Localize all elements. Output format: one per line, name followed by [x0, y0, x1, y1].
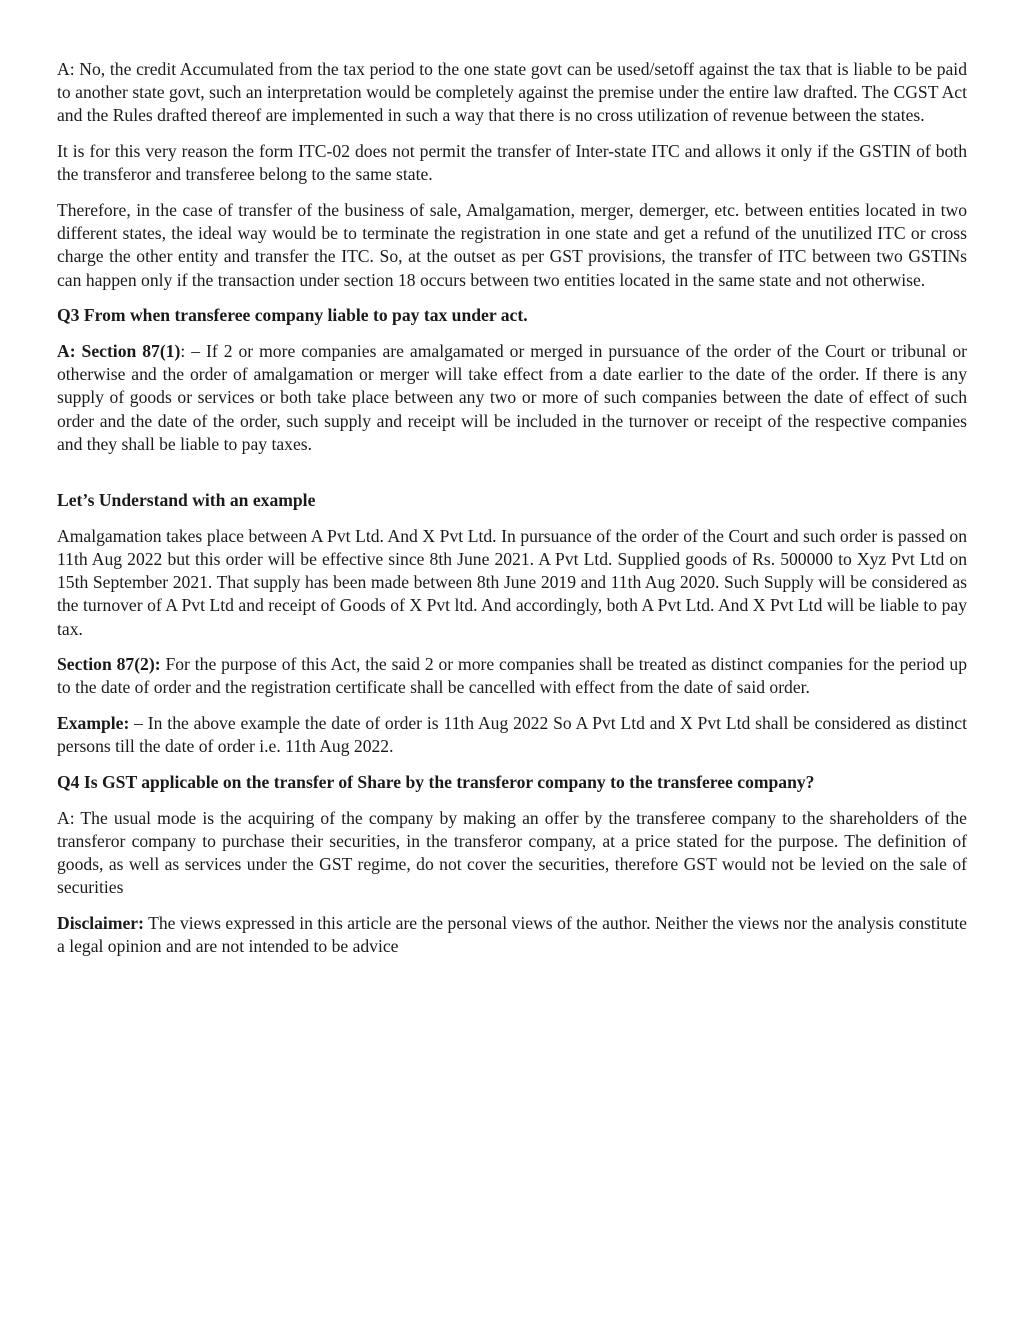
- section-87-1-text: : – If 2 or more companies are amalgamated or merged in pursuance of the order of the Court or tribunal or otherwise and the order of amalgamation or merger will take effect from a date earlier to the date of the order. If there is any supply of goods or services or both take place between any two or more of such companies between the date of effect of such order and the date of the order, such supply and receipt will be included in the turnover or receipt of the respective companies and they shall be liable to pay taxes.: [57, 341, 967, 454]
- example-paragraph: Amalgamation takes place between A Pvt Ltd. And X Pvt Ltd. In pursuance of the order of the Court and such order is passed on 11th Aug 2022 but this order will be effective since 8th June 2021. A Pvt Ltd. Supplied goods of Rs. 500000 to Xyz Pvt Ltd on 15th September 2021. That supply has been made between 8th June 2019 and 11th Aug 2020. Such Supply will be considered as the turnover of A Pvt Ltd and receipt of Goods of X Pvt ltd. And accordingly, both A Pvt Ltd. And X Pvt Ltd will be liable to pay tax.: [57, 525, 967, 639]
- section-87-2-paragraph: [57, 653, 967, 699]
- section-87-1-label: A: Section 87(1): [57, 341, 181, 362]
- example-2-label: Example:: [57, 713, 130, 734]
- paragraph-itc-02: It is for this very reason the form ITC-02 does not permit the transfer of Inter-state ITC and allows it only if the GSTIN of both the transferor and transferee belong to the same state.: [57, 141, 967, 185]
- disclaimer-paragraph: [57, 912, 967, 958]
- document-page: [57, 58, 967, 959]
- answer-section-87-1: [57, 340, 967, 456]
- paragraph-transfer-business: Therefore, in the case of transfer of the business of sale, Amalgamation, merger, demerger, etc. between entities located in two different states, the ideal way would be to terminate the registration in one state and get a refund of the unutilized ITC or cross charge the other entity and transfer the ITC. So, at the outset as per GST provisions, the transfer of ITC between two GSTINs can happen only if the transaction under section 18 occurs between two entities located in the same state and not otherwise.: [57, 200, 967, 290]
- disclaimer-text: The views expressed in this article are the personal views of the author. Neither the views nor the analysis constitute a legal opinion and are not intended to be advice: [57, 913, 967, 957]
- answer-paragraph-credit: A: No, the credit Accumulated from the tax period to the one state govt can be used/setoff against the tax that is liable to be paid to another state govt, such an interpretation would be completely against the premise under the entire law drafted. The CGST Act and the Rules drafted thereof are implemented in such a way that there is no cross utilization of revenue between the states.: [57, 59, 967, 126]
- example-2-paragraph: [57, 712, 967, 758]
- section-87-2-label: Section 87(2):: [57, 654, 161, 675]
- question-3-heading: Q3 From when transferee company liable to pay tax under act.: [57, 305, 528, 326]
- section-87-2-text: For the purpose of this Act, the said 2 or more companies shall be treated as distinct companies for the period up to the date of order and the registration certificate shall be cancelled with effect from the date of said order.: [57, 654, 967, 698]
- example-2-text: – In the above example the date of order is 11th Aug 2022 So A Pvt Ltd and X Pvt Ltd shall be considered as distinct persons till the date of order i.e. 11th Aug 2022.: [57, 713, 967, 757]
- example-heading: Let’s Understand with an example: [57, 490, 316, 511]
- answer-4-paragraph: A: The usual mode is the acquiring of the company by making an offer by the transferee company to the shareholders of the transferor company to purchase their securities, in the transferor company, at a price stated for the purpose. The definition of goods, as well as services under the GST regime, do not cover the securities, therefore GST would not be levied on the sale of securities: [57, 807, 967, 898]
- disclaimer-label: Disclaimer:: [57, 913, 144, 934]
- question-4-heading: Q4 Is GST applicable on the transfer of Share by the transferor company to the transferee company?: [57, 772, 815, 793]
